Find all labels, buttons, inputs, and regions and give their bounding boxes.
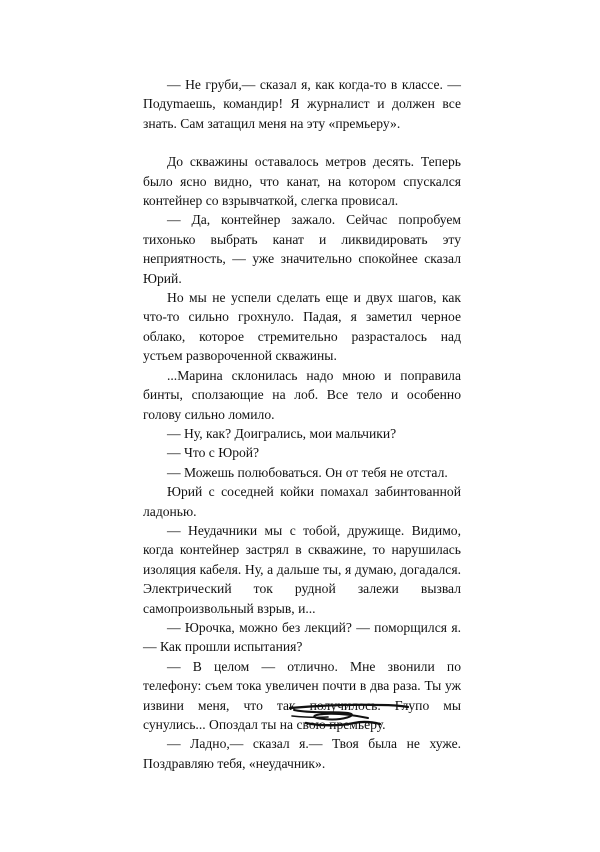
paragraph: — Что с Юрой? bbox=[167, 445, 260, 461]
end-flourish-ornament bbox=[284, 696, 410, 736]
paragraph: — Да, контейнер зажало. Сейчас попробуем тихонько выбрать канат и ликвидировать эту неприятность, — уже значительно спокойнее сказал Юрий. bbox=[143, 212, 461, 286]
paragraph: — Не груби,— сказал я, как когда-то в классе. — Подуmаешь, командир! Я журналист и должен все знать. Сам затащил меня на эту «премьеру». bbox=[143, 77, 461, 131]
paragraph: — Юрочка, можно без лекций? — поморщился я.— Как прошли испытания? bbox=[143, 619, 461, 655]
paragraph: — Можешь полюбоваться. Он от тебя не отстал. bbox=[167, 464, 448, 480]
paragraph: Юрий с соседней койки помахал забинтованной ладонью. bbox=[143, 484, 461, 519]
flourish-stroke-bottom bbox=[306, 722, 380, 725]
body-text bbox=[143, 75, 461, 773]
paragraph: — Ну, как? Доигрались, мои мальчики? bbox=[167, 425, 397, 441]
flourish-stroke-tail bbox=[292, 716, 328, 717]
paragraph: — Неудачники мы с тобой, дружище. Видимо, когда контейнер застрял в скважине, то нарушилась изоляция кабеля. Ну, а дальше ты, я думаю, догадался. Электрический ток рудной залежи вызвал самопроизвольный взрыв, и... bbox=[143, 522, 461, 616]
flourish-stroke-top bbox=[290, 705, 408, 708]
flourish-stroke-loop bbox=[294, 710, 368, 719]
paragraph: ...Марина склонилась надо мною и поправила бинты, сползающие на лоб. Все тело и особенно голову сильно ломило. bbox=[143, 367, 461, 422]
paragraph: — В целом — отлично. Мне звонили по телефону: съем тока увеличен почти в два раза. Ты уж извини меня, что так получилось. Глупо мы сунулись... Опоздал ты на свою премьеру. bbox=[143, 658, 461, 732]
paragraph: До скважины оставалось метров десять. Теперь было ясно видно, что канат, на котором спускался контейнер со взрывчаткой, слегка провисал. bbox=[143, 154, 461, 209]
paragraph: — Ладно,— сказал я.— Твоя была не хуже. Поздравляю тебя, «неудачник». bbox=[143, 736, 461, 771]
paragraph: Но мы не успели сделать еще и двух шагов, как что-то сильно грохнуло. Падая, я заметил черное облако, которое стремительно разрасталось над устьем развороченной скважины. bbox=[143, 290, 461, 364]
